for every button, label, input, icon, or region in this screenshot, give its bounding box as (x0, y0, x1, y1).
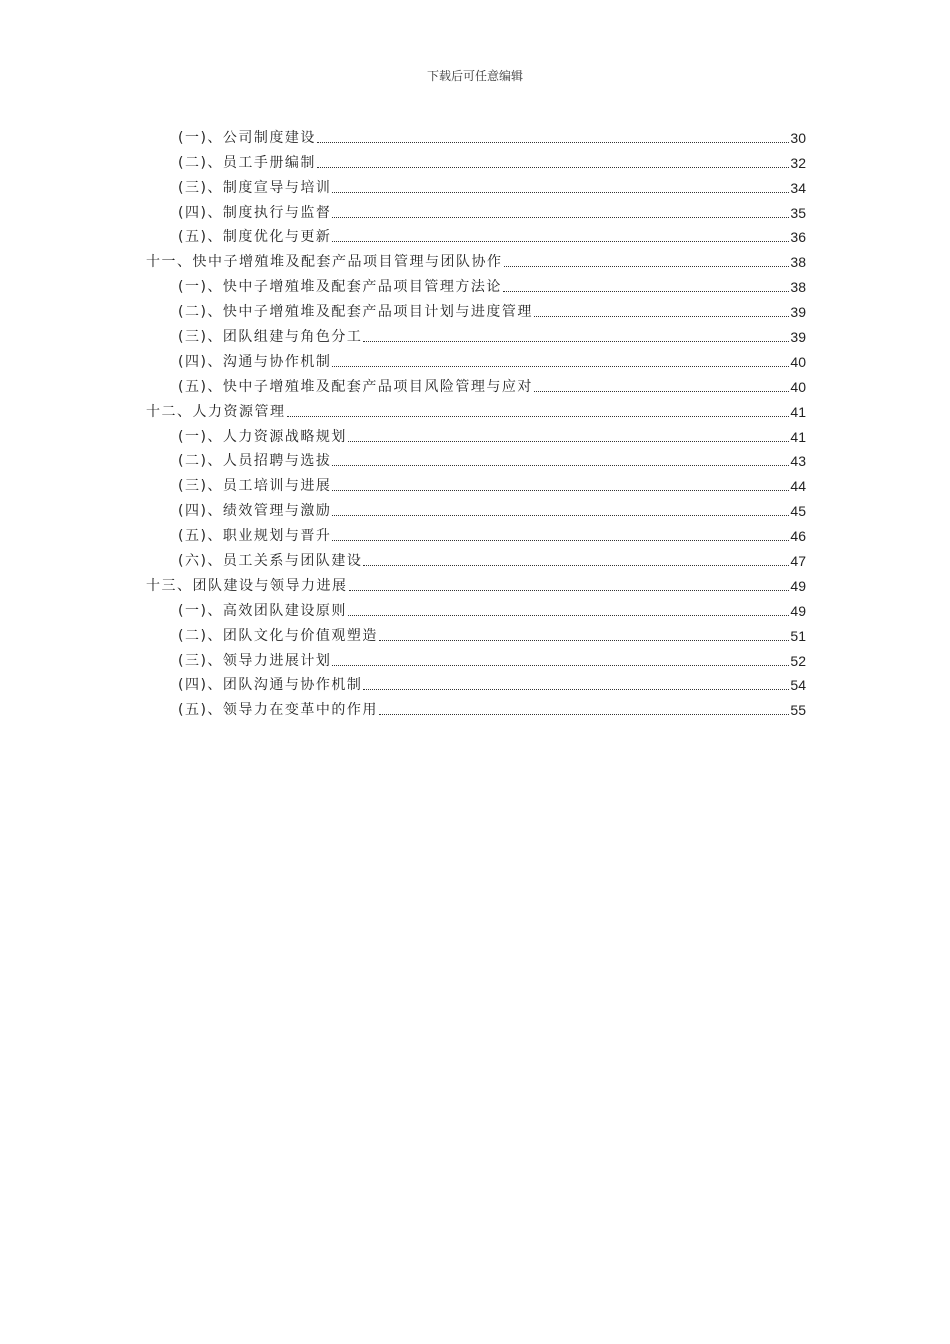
toc-entry-title: 十二、人力资源管理 (146, 403, 286, 420)
toc-page-number: 55 (790, 702, 806, 719)
toc-dot-leader (332, 217, 789, 218)
toc-page-number: 38 (790, 279, 806, 296)
toc-page-number: 44 (790, 478, 806, 495)
toc-dot-leader (534, 391, 789, 392)
toc-page-number: 52 (790, 652, 806, 669)
toc-section-entry[interactable] (0, 274, 806, 299)
toc-entry-title: (四)、团队沟通与协作机制 (178, 677, 363, 694)
toc-entry-title: (三)、制度宣导与培训 (178, 179, 332, 196)
toc-entry-title: (四)、制度执行与监督 (178, 204, 332, 221)
toc-section-entry[interactable] (0, 299, 806, 324)
toc-section-entry[interactable] (0, 349, 806, 374)
toc-entry-title: (三)、领导力进展计划 (178, 652, 332, 669)
toc-dot-leader (332, 465, 789, 466)
toc-page-number: 38 (790, 254, 806, 271)
toc-entry-title: 十三、团队建设与领导力进展 (146, 577, 348, 594)
toc-section-entry[interactable] (0, 673, 806, 698)
toc-page-number: 39 (790, 329, 806, 346)
toc-page-number: 45 (790, 503, 806, 520)
toc-section-entry[interactable] (0, 200, 806, 225)
toc-page-number: 51 (790, 627, 806, 644)
toc-section-entry[interactable] (0, 424, 806, 449)
toc-page-number: 40 (790, 378, 806, 395)
toc-dot-leader (332, 515, 789, 516)
toc-dot-leader (363, 341, 789, 342)
toc-dot-leader (287, 416, 790, 417)
toc-section-entry[interactable] (0, 125, 806, 150)
toc-entry-title: 十一、快中子增殖堆及配套产品项目管理与团队协作 (146, 254, 503, 271)
toc-dot-leader (534, 316, 789, 317)
toc-section-entry[interactable] (0, 374, 806, 399)
toc-dot-leader (348, 441, 789, 442)
toc-dot-leader (348, 615, 789, 616)
toc-entry-title: (四)、绩效管理与激励 (178, 503, 332, 520)
toc-page-number: 32 (790, 154, 806, 171)
toc-section-entry[interactable] (0, 449, 806, 474)
table-of-contents (0, 125, 950, 722)
toc-dot-leader (317, 167, 789, 168)
toc-dot-leader (363, 689, 789, 690)
toc-page-number: 54 (790, 677, 806, 694)
toc-entry-title: (二)、员工手册编制 (178, 154, 316, 171)
toc-chapter-entry[interactable] (0, 573, 806, 598)
toc-dot-leader (317, 142, 789, 143)
toc-dot-leader (332, 665, 789, 666)
toc-dot-leader (503, 291, 789, 292)
toc-entry-title: (五)、快中子增殖堆及配套产品项目风险管理与应对 (178, 378, 533, 395)
toc-dot-leader (332, 540, 789, 541)
toc-section-entry[interactable] (0, 473, 806, 498)
toc-entry-title: (一)、人力资源战略规划 (178, 428, 347, 445)
page-header: 下载后可任意编辑 (426, 69, 523, 83)
toc-page-number: 41 (790, 428, 806, 445)
toc-section-entry[interactable] (0, 225, 806, 250)
toc-chapter-entry[interactable] (0, 399, 806, 424)
toc-section-entry[interactable] (0, 648, 806, 673)
toc-entry-title: (二)、团队文化与价值观塑造 (178, 627, 378, 644)
toc-page-number: 49 (790, 602, 806, 619)
toc-section-entry[interactable] (0, 598, 806, 623)
toc-page-number: 30 (790, 129, 806, 146)
toc-dot-leader (349, 590, 790, 591)
toc-dot-leader (363, 565, 789, 566)
toc-section-entry[interactable] (0, 175, 806, 200)
toc-page-number: 41 (790, 403, 806, 420)
toc-page-number: 43 (790, 453, 806, 470)
toc-section-entry[interactable] (0, 548, 806, 573)
toc-entry-title: (五)、领导力在变革中的作用 (178, 702, 378, 719)
toc-page-number: 46 (790, 528, 806, 545)
toc-entry-title: (一)、公司制度建设 (178, 129, 316, 146)
toc-entry-title: (四)、沟通与协作机制 (178, 353, 332, 370)
toc-page-number: 40 (790, 353, 806, 370)
toc-page-number: 49 (790, 577, 806, 594)
toc-dot-leader (332, 241, 789, 242)
toc-page-number: 36 (790, 229, 806, 246)
toc-section-entry[interactable] (0, 324, 806, 349)
toc-entry-title: (三)、员工培训与进展 (178, 478, 332, 495)
toc-dot-leader (379, 714, 789, 715)
toc-entry-title: (二)、人员招聘与选拔 (178, 453, 332, 470)
toc-entry-title: (五)、制度优化与更新 (178, 229, 332, 246)
toc-page-number: 47 (790, 553, 806, 570)
toc-page-number: 34 (790, 179, 806, 196)
toc-dot-leader (332, 490, 789, 491)
toc-dot-leader (332, 192, 789, 193)
toc-entry-title: (二)、快中子增殖堆及配套产品项目计划与进度管理 (178, 304, 533, 321)
toc-dot-leader (504, 266, 790, 267)
toc-entry-title: (一)、高效团队建设原则 (178, 602, 347, 619)
toc-entry-title: (三)、团队组建与角色分工 (178, 329, 363, 346)
toc-page-number: 39 (790, 304, 806, 321)
toc-chapter-entry[interactable] (0, 249, 806, 274)
toc-section-entry[interactable] (0, 623, 806, 648)
toc-entry-title: (五)、职业规划与晋升 (178, 528, 332, 545)
toc-section-entry[interactable] (0, 523, 806, 548)
toc-section-entry[interactable] (0, 697, 806, 722)
toc-page-number: 35 (790, 204, 806, 221)
toc-dot-leader (332, 366, 789, 367)
toc-entry-title: (一)、快中子增殖堆及配套产品项目管理方法论 (178, 279, 502, 296)
toc-section-entry[interactable] (0, 150, 806, 175)
toc-dot-leader (379, 640, 789, 641)
toc-section-entry[interactable] (0, 498, 806, 523)
toc-entry-title: (六)、员工关系与团队建设 (178, 553, 363, 570)
